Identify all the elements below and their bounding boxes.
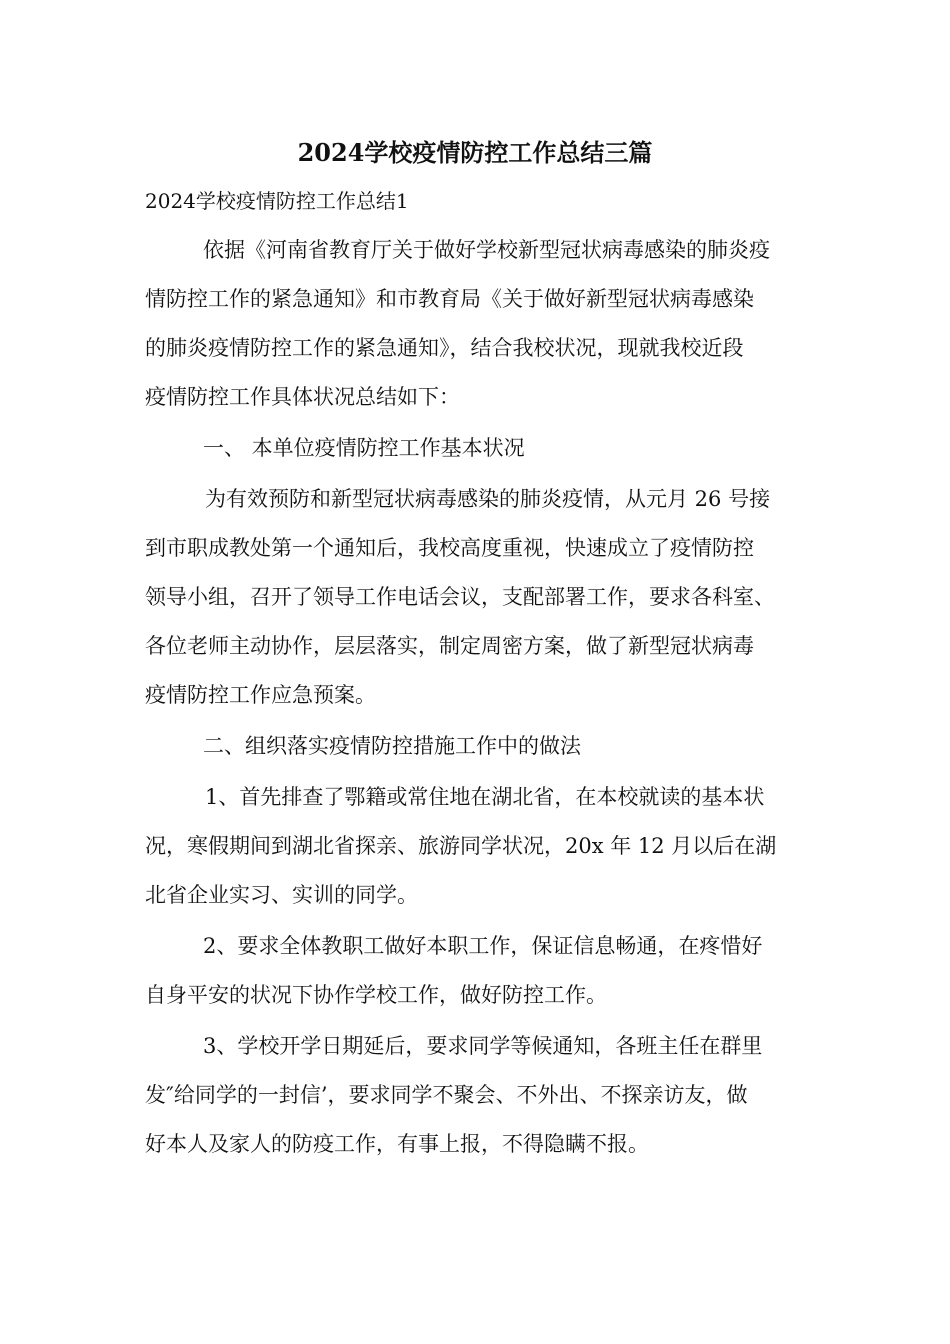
paragraph-line: 为有效预防和新型冠状病毒感染的肺炎疫情，从元月 26 号接 (205, 487, 771, 511)
paragraph-line: 疫情防控工作应急预案。 (145, 683, 376, 707)
paragraph-line: 1、首先排查了鄂籍或常住地在湖北省，在本校就读的基本状 (205, 785, 765, 809)
paragraph-line: 发″给同学的一封信’，要求同学不聚会、不外出、不探亲访友，做 (145, 1083, 748, 1107)
section-heading: 一、 本单位疫情防控工作基本状况 (203, 436, 525, 460)
paragraph-line: 到市职成教处第一个通知后，我校高度重视，快速成立了疫情防控 (145, 536, 754, 560)
paragraph-line: 况，寒假期间到湖北省探亲、旅游同学状况，20x 年 12 月以后在湖 (145, 834, 777, 858)
paragraph-line: 3、学校开学日期延后，要求同学等候通知，各班主任在群里 (203, 1034, 763, 1058)
paragraph-line: 领导小组，召开了领导工作电话会议，支配部署工作，要求各科室、 (145, 585, 775, 609)
paragraph-line: 的肺炎疫情防控工作的紧急通知》，结合我校状况，现就我校近段 (145, 336, 744, 360)
paragraph-line: 情防控工作的紧急通知》和市教育局《关于做好新型冠状病毒感染 (145, 287, 754, 311)
paragraph-line: 各位老师主动协作，层层落实，制定周密方案，做了新型冠状病毒 (145, 634, 754, 658)
section-heading: 二、组织落实疫情防控措施工作中的做法 (203, 734, 581, 758)
paragraph-line: 北省企业实习、实训的同学。 (145, 883, 418, 907)
paragraph-line: 好本人及家人的防疫工作，有事上报，不得隐瞒不报。 (145, 1132, 649, 1156)
paragraph-line: 自身平安的状况下协作学校工作，做好防控工作。 (145, 983, 607, 1007)
paragraph-line: 依据《河南省教育厅关于做好学校新型冠状病毒感染的肺炎疫 (203, 238, 770, 262)
paragraph-line: 疫情防控工作具体状况总结如下： (145, 385, 460, 409)
document-title: 2024学校疫情防控工作总结三篇 (297, 138, 653, 167)
paragraph-line: 2、要求全体教职工做好本职工作，保证信息畅通，在疼惜好 (203, 934, 763, 958)
document-subtitle: 2024学校疫情防控工作总结1 (145, 189, 409, 213)
